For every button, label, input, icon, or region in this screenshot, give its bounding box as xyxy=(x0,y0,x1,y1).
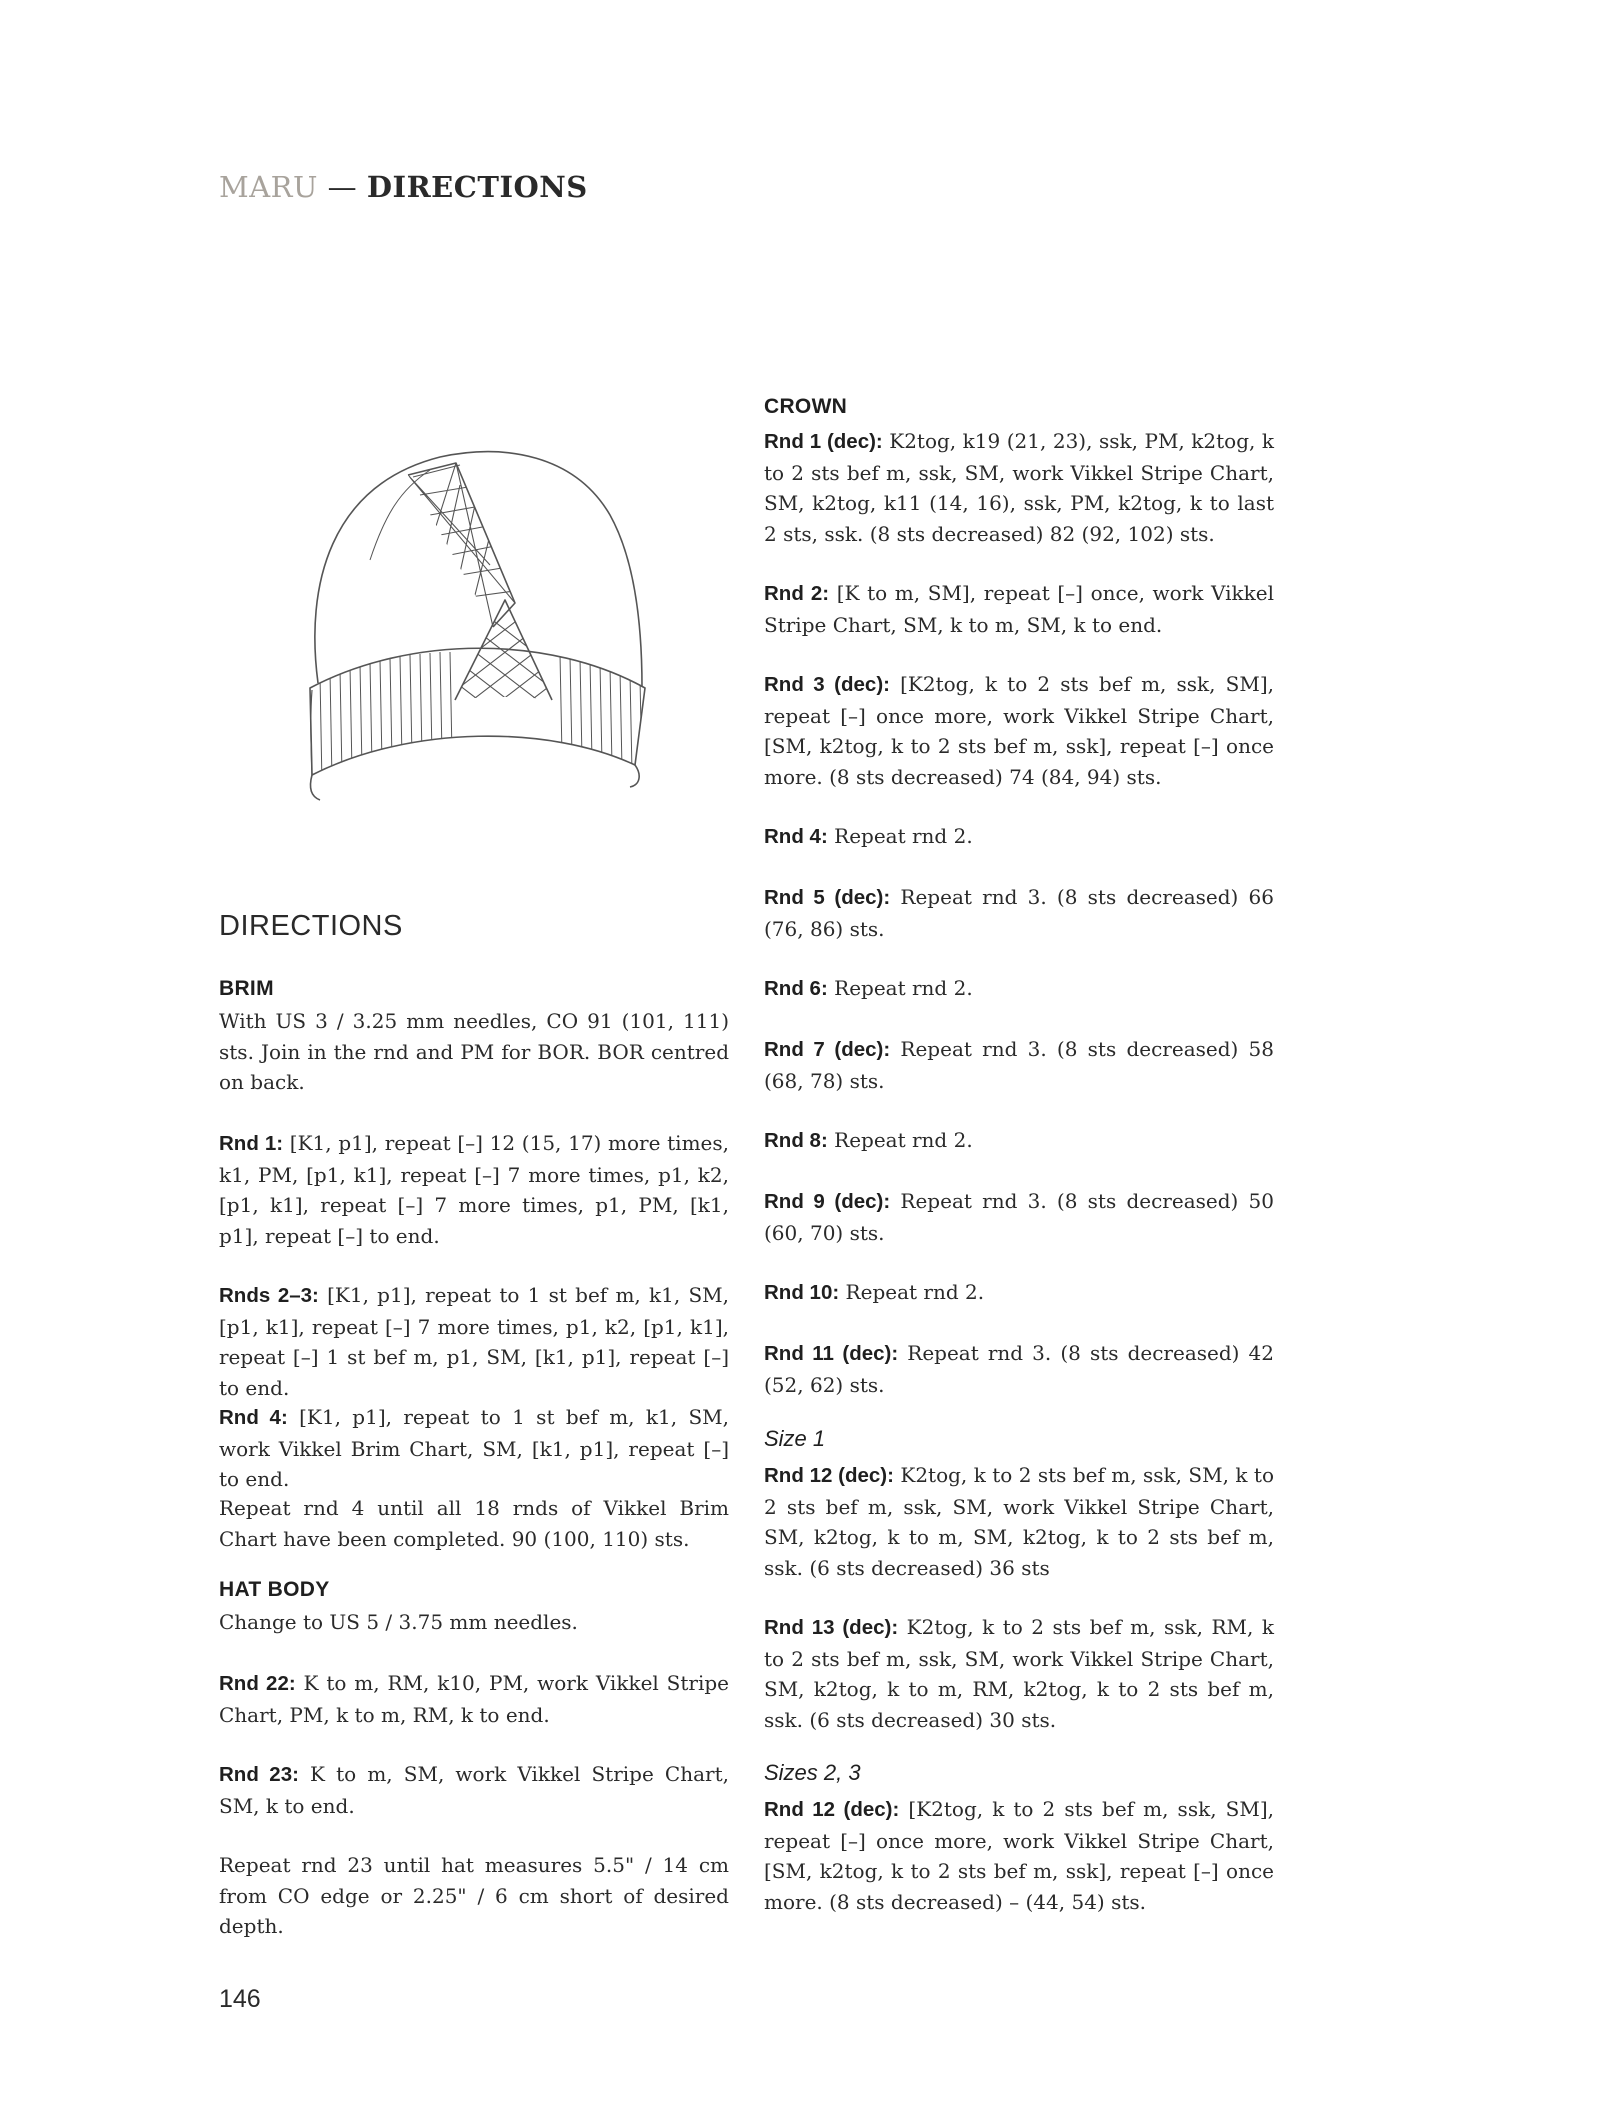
sizes-2-3-heading: Sizes 2, 3 xyxy=(764,1760,861,1785)
rnd-text: [K to m, SM], repeat [–] once, work Vikkel Stripe Chart, SM, k to m, SM, k to end. xyxy=(764,581,1274,637)
rnd-text: Repeat rnd 2. xyxy=(839,1280,985,1304)
section-name: DIRECTIONS xyxy=(366,170,588,204)
page-number: 146 xyxy=(219,1985,261,2013)
crown-heading: CROWN xyxy=(764,395,848,418)
rnd-text: Repeat rnd 2. xyxy=(827,1128,973,1152)
crown-rnd-5 xyxy=(764,882,1274,944)
brim-repeat-note: Repeat rnd 4 until all 18 rnds of Vikkel Brim Chart have been completed. 90 (100, 110) sts. xyxy=(219,1496,729,1551)
crown-rnd-10 xyxy=(764,1277,1274,1309)
crown-rnd-8 xyxy=(764,1125,1274,1157)
rnd-label: Rnd 23: xyxy=(219,1763,299,1786)
brim-rnd-1 xyxy=(219,1128,729,1251)
rnd-label: Rnd 10: xyxy=(764,1281,840,1304)
rnd-label: Rnd 7 (dec): xyxy=(764,1038,891,1061)
rnd-label: Rnd 5 (dec): xyxy=(764,886,891,909)
crown-rnd-9 xyxy=(764,1186,1274,1248)
rnd-text: K2tog, k to 2 sts bef m, ssk, RM, k to 2 sts bef m, ssk, SM, work Vikkel Stripe Chart, SM, k2tog, k to m, RM, k2tog, k to 2 sts bef m, ssk. (6 sts decreased) 30 sts. xyxy=(764,1615,1274,1732)
rnd-text: Repeat rnd 3. (8 sts decreased) 50 (60, 70) sts. xyxy=(764,1189,1274,1245)
rnd-text: Repeat rnd 2. xyxy=(827,824,973,848)
rnd-text: Repeat rnd 3. (8 sts decreased) 58 (68, 78) sts. xyxy=(764,1037,1274,1093)
rnd-text: [K2tog, k to 2 sts bef m, ssk, SM], repeat [–] once more, work Vikkel Stripe Chart, [SM, k2tog, k to 2 sts bef m, ssk], repeat [–] once more. (8 sts decreased) 74 (84, 94) sts. xyxy=(764,672,1274,789)
brim-rnds-2-3 xyxy=(219,1280,729,1403)
size1-rnd-13 xyxy=(764,1612,1274,1735)
page-header xyxy=(219,170,588,204)
body-rnd-23 xyxy=(219,1759,729,1821)
crown-rnd-3 xyxy=(764,669,1274,792)
brim-heading: BRIM xyxy=(219,977,274,1000)
rnd-text: Repeat rnd 3. (8 sts decreased) 66 (76, 86) sts. xyxy=(764,885,1274,941)
rnd-label: Rnd 8: xyxy=(764,1129,828,1152)
rnd-text: K2tog, k to 2 sts bef m, ssk, SM, k to 2 sts bef m, ssk, SM, work Vikkel Stripe Chart, SM, k2tog, k to m, SM, k2tog, k to 2 sts bef m, ssk. (6 sts decreased) 36 sts xyxy=(764,1463,1274,1580)
rnd-label: Rnd 11 (dec): xyxy=(764,1342,899,1365)
rnd-text: K2tog, k19 (21, 23), ssk, PM, k2tog, k to 2 sts bef m, ssk, SM, work Vikkel Stripe Chart, SM, k2tog, k11 (14, 16), ssk, PM, k2tog, k to last 2 sts, ssk. (8 sts decreased) 82 (92, 102) sts. xyxy=(764,429,1274,546)
body-rnd-22 xyxy=(219,1668,729,1730)
rnd-text: K to m, RM, k10, PM, work Vikkel Stripe Chart, PM, k to m, RM, k to end. xyxy=(219,1671,729,1727)
size-1-heading: Size 1 xyxy=(764,1426,826,1451)
header-separator: — xyxy=(317,170,367,204)
rnd-label: Rnd 4: xyxy=(764,825,828,848)
rnd-text: Repeat rnd 2. xyxy=(827,976,973,1000)
crown-rnd-6 xyxy=(764,973,1274,1005)
rnd-label: Rnd 6: xyxy=(764,977,828,1000)
body-repeat-note: Repeat rnd 23 until hat measures 5.5" / 14 cm from CO edge or 2.25" / 6 cm short of desired depth. xyxy=(219,1853,729,1938)
size23-rnd-12 xyxy=(764,1794,1274,1917)
rnd-label: Rnd 4: xyxy=(219,1406,288,1429)
rnd-label: Rnd 13 (dec): xyxy=(764,1616,899,1639)
crown-rnd-7 xyxy=(764,1034,1274,1096)
rnd-label: Rnd 1 (dec): xyxy=(764,430,883,453)
rnd-label: Rnd 1: xyxy=(219,1132,284,1155)
size1-rnd-12 xyxy=(764,1460,1274,1583)
crown-rnd-4 xyxy=(764,821,1274,853)
crown-rnd-2 xyxy=(764,578,1274,640)
brim-intro: With US 3 / 3.25 mm needles, CO 91 (101, 111) sts. Join in the rnd and PM for BOR. BOR centred on back. xyxy=(219,1009,729,1094)
rnd-text: [K1, p1], repeat to 1 st bef m, k1, SM, [p1, k1], repeat [–] 7 more times, p1, k2, [p1, k1], repeat [–] 1 st bef m, p1, SM, [k1, p1], repeat [–] to end. xyxy=(219,1283,729,1400)
knit-hat-icon xyxy=(290,425,670,845)
rnd-text: [K2tog, k to 2 sts bef m, ssk, SM], repeat [–] once more, work Vikkel Stripe Chart, [SM, k2tog, k to 2 sts bef m, ssk], repeat [–] once more. (8 sts decreased) – (44, 54) sts. xyxy=(764,1797,1274,1914)
hat-body-heading: HAT BODY xyxy=(219,1578,330,1601)
crown-rnd-11 xyxy=(764,1338,1274,1400)
directions-title: DIRECTIONS xyxy=(219,910,403,942)
rnd-label: Rnd 12 (dec): xyxy=(764,1798,900,1821)
rnd-text: K to m, SM, work Vikkel Stripe Chart, SM, k to end. xyxy=(219,1762,729,1818)
rnd-label: Rnd 12 (dec): xyxy=(764,1464,894,1487)
rnd-text: Repeat rnd 3. (8 sts decreased) 42 (52, 62) sts. xyxy=(764,1341,1274,1397)
hat-body-intro: Change to US 5 / 3.75 mm needles. xyxy=(219,1610,578,1634)
rnd-label: Rnds 2–3: xyxy=(219,1284,319,1307)
rnd-label: Rnd 9 (dec): xyxy=(764,1190,891,1213)
crown-rnd-1 xyxy=(764,426,1274,549)
pattern-name: MARU xyxy=(219,170,318,204)
rnd-text: [K1, p1], repeat to 1 st bef m, k1, SM, work Vikkel Brim Chart, SM, [k1, p1], repeat [–] to end. xyxy=(219,1405,729,1491)
brim-rnd-4 xyxy=(219,1402,729,1495)
rnd-label: Rnd 22: xyxy=(219,1672,296,1695)
rnd-label: Rnd 3 (dec): xyxy=(764,673,890,696)
rnd-label: Rnd 2: xyxy=(764,582,830,605)
rnd-text: [K1, p1], repeat [–] 12 (15, 17) more times, k1, PM, [p1, k1], repeat [–] 7 more times, p1, k2, [p1, k1], repeat [–] 7 more times, p1, PM, [k1, p1], repeat [–] to end. xyxy=(219,1131,729,1248)
